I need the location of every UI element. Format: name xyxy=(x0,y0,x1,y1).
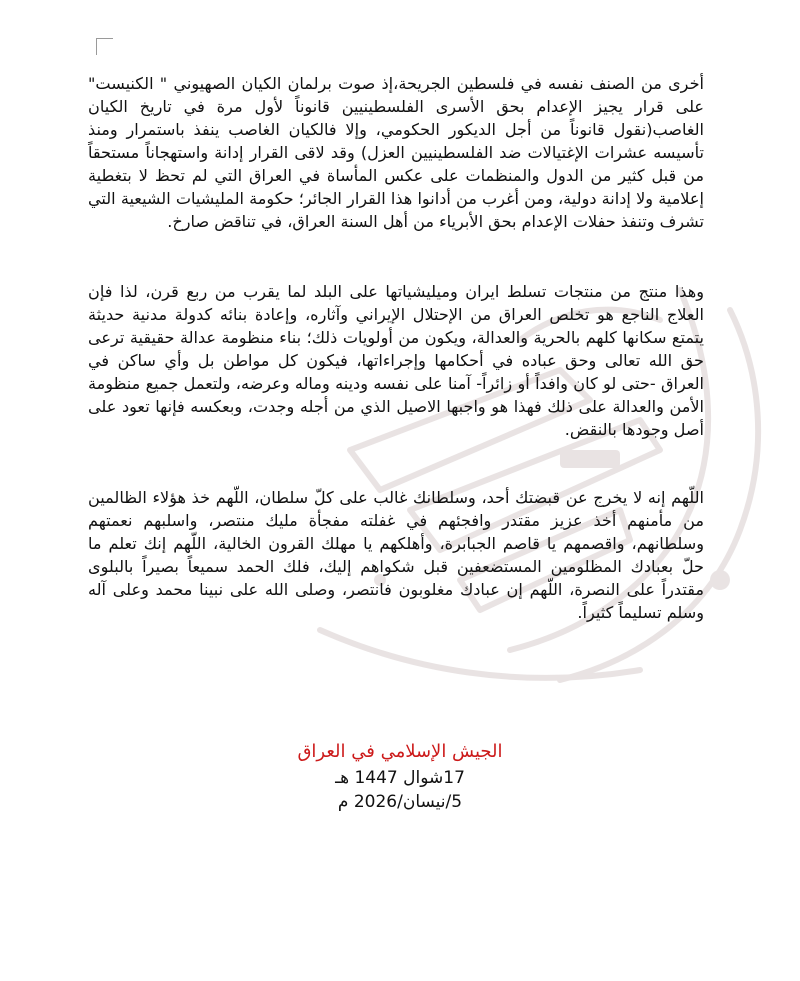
body-paragraph-3: اللّهم إنه لا يخرج عن قبضتك أحد، وسلطانك غالب على كلّ سلطان، اللّهم خذ هؤلاء الظالمين من مأمنهم أخذ عزيز مقتدر وافجئهم في غفلته مفجأة مليك منتصر، واسلبهم نعمتهم وسلطانهم، واقصمهم يا قاصم الجبابرة، وأهلكهم يا مهلك القرون الخالية، اللّهم إنك تعلم ما حلّ بعبادك المظلومين المستضعفين قبل شكواهم إليك، فلك الحمد سميعاً بصيراً بالبلوى مقتدراً على النصرة، اللّهم إن عبادك مغلوبون فانتصر، وصلى الله على نبينا محمد وعلى آله وسلم تسليماً كثيراً. xyxy=(88,488,704,623)
signature-organization: الجيش الإسلامي في العراق xyxy=(297,741,503,762)
crop-mark xyxy=(96,38,113,55)
signature-date-gregorian: 5/نيسان/2026 م xyxy=(337,792,463,812)
signature-date-hijri: 17شوال 1447 هـ xyxy=(335,768,465,788)
body-paragraph-2: وهذا منتج من منتجات تسلط ايران وميليشياتها على البلد لما يقرب من ربع قرن، لذا فإن العلاج الناجع هو تخلص العراق من الإحتلال الإيراني وآثاره، وإعادة بنائه كدولة مدنية حديثة يتمتع سكانها كلهم بالحرية والعدالة، ويكون من أولويات ذلك؛ بناء منظومة عدالة حقيقية ترعى حق الله تعالى وحق عباده في أحكامها وإجراءاتها، فيكون كل مواطن بل وأي ساكن في العراق -حتى لو كان وافداً أو زائراً- آمنا على نفسه ودينه وماله وعرضه، ولتعمل جميع منظومة الأمن والعدالة على ذلك فهذا هو واجبها الاصيل الذي من أجله وجدت، وبعكسه فإنها تعود على أصل وجودها بالنقض. xyxy=(88,282,704,440)
signature-block xyxy=(0,738,800,814)
body-paragraph-1: أخرى من الصنف نفسه في فلسطين الجريحة،إذ صوت برلمان الكيان الصهيوني " الكنيست" على قرار يجيز الإعدام بحق الأسرى الفلسطينيين قانوناً لأول مرة في تاريخ الكيان الغاصب(نقول قانوناً من أجل الديكور الحكومي، وإلا فالكيان الغاصب ينفذ باستمرار ومنذ تأسيسه عشرات الإغتيالات ضد الفلسطينيين العزل) وقد لاقى القرار إدانة واستهجاناً مستحقاً من قبل كثير من الدول والمنظمات على عكس المأساة في العراق التي لم تحظ لا بتغطية إعلامية ولا إدانة دولية، ومن أغرب من أدانوا هذا القرار الجائر؛ حكومة المليشيات الشيعية التي تشرف وتنفذ حفلات الإعدام بحق الأبرياء من أهل السنة العراق، في تناقض صارخ. xyxy=(88,74,704,232)
